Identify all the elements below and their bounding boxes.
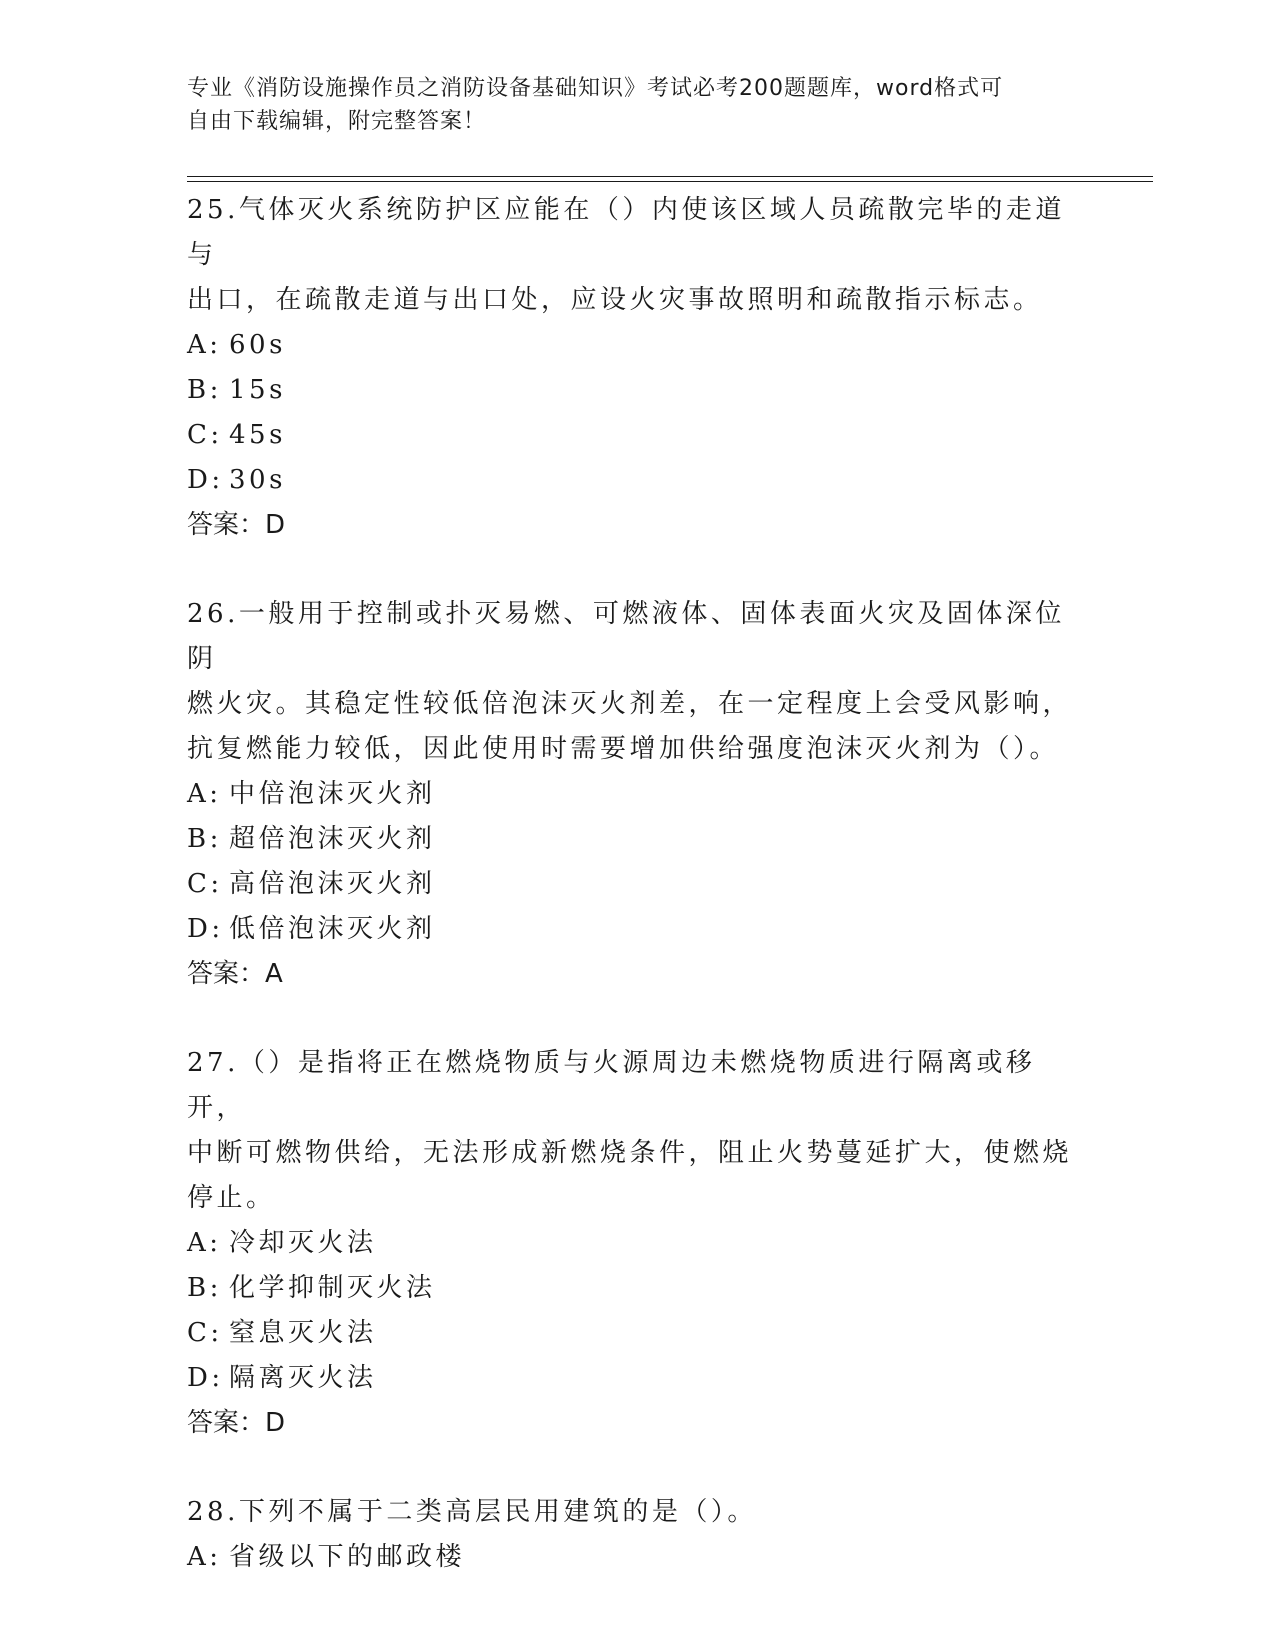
answer-line: 答案：D [187, 510, 286, 540]
option-letter: A: [187, 1228, 222, 1258]
option-letter: C: [187, 869, 223, 899]
option-letter: B: [187, 375, 222, 405]
option-a [187, 1535, 1087, 1580]
option-letter: A: [187, 1542, 222, 1572]
question-26 [187, 592, 1087, 997]
question-stem [187, 188, 1087, 323]
option-text: 45s [229, 420, 286, 450]
option-text: 超倍泡沫灭火剂 [229, 824, 436, 854]
option-letter: D: [187, 1363, 224, 1393]
stem-line: 中断可燃物供给，无法形成新燃烧条件，阻止火势蔓延扩大，使燃烧 [187, 1138, 1073, 1168]
option-letter: B: [187, 1273, 222, 1303]
option-text: 窒息灭火法 [229, 1318, 377, 1348]
header-divider-bottom [187, 181, 1153, 182]
stem-line: 25.气体灭火系统防护区应能在（）内使该区域人员疏散完毕的走道与 [187, 195, 1065, 270]
option-b [187, 1266, 1087, 1311]
header-line-2: 自由下载编辑，附完整答案！ [187, 109, 487, 134]
question-stem [187, 1490, 1087, 1535]
option-d [187, 1356, 1087, 1401]
option-letter: C: [187, 1318, 223, 1348]
option-text: 15s [229, 375, 286, 405]
stem-line: 出口，在疏散走道与出口处，应设火灾事故照明和疏散指示标志。 [187, 285, 1043, 315]
header-line-1: 专业《消防设施操作员之消防设备基础知识》考试必考200题题库，word格式可 [187, 76, 1004, 101]
stem-line: 停止。 [187, 1183, 276, 1213]
option-a [187, 772, 1087, 817]
option-d [187, 907, 1087, 952]
answer-line: 答案：A [187, 959, 283, 989]
option-text: 30s [229, 465, 286, 495]
stem-line: 燃火灾。其稳定性较低倍泡沫灭火剂差，在一定程度上会受风影响， [187, 689, 1073, 719]
option-letter: C: [187, 420, 223, 450]
option-text: 低倍泡沫灭火剂 [229, 914, 436, 944]
option-text: 高倍泡沫灭火剂 [229, 869, 436, 899]
option-text: 中倍泡沫灭火剂 [229, 779, 436, 809]
option-text: 60s [229, 330, 286, 360]
option-a [187, 1221, 1087, 1266]
answer-line: 答案：D [187, 1408, 286, 1438]
option-letter: B: [187, 824, 222, 854]
option-text: 省级以下的邮政楼 [229, 1542, 466, 1572]
stem-line: 抗复燃能力较低，因此使用时需要增加供给强度泡沫灭火剂为（）。 [187, 734, 1060, 764]
option-letter: D: [187, 914, 224, 944]
option-letter: A: [187, 330, 222, 360]
stem-line: 28.下列不属于二类高层民用建筑的是（）。 [187, 1497, 757, 1527]
option-a [187, 323, 1087, 368]
question-stem [187, 1041, 1087, 1221]
option-text: 隔离灭火法 [229, 1363, 377, 1393]
option-c [187, 413, 1087, 458]
stem-line: 27.（）是指将正在燃烧物质与火源周边未燃烧物质进行隔离或移开， [187, 1048, 1036, 1123]
option-b [187, 368, 1087, 413]
option-text: 化学抑制灭火法 [229, 1273, 436, 1303]
question-27 [187, 1041, 1087, 1446]
stem-line: 26.一般用于控制或扑灭易燃、可燃液体、固体表面火灾及固体深位阴 [187, 599, 1065, 674]
question-stem [187, 592, 1087, 772]
option-b [187, 817, 1087, 862]
option-c [187, 1311, 1087, 1356]
option-letter: D: [187, 465, 224, 495]
question-28 [187, 1490, 1087, 1580]
option-letter: A: [187, 779, 222, 809]
document-header [187, 72, 1067, 138]
option-text: 冷却灭火法 [229, 1228, 377, 1258]
option-d [187, 458, 1087, 503]
question-25 [187, 188, 1087, 548]
option-c [187, 862, 1087, 907]
question-list [187, 188, 1087, 1624]
header-divider-top [187, 176, 1153, 177]
